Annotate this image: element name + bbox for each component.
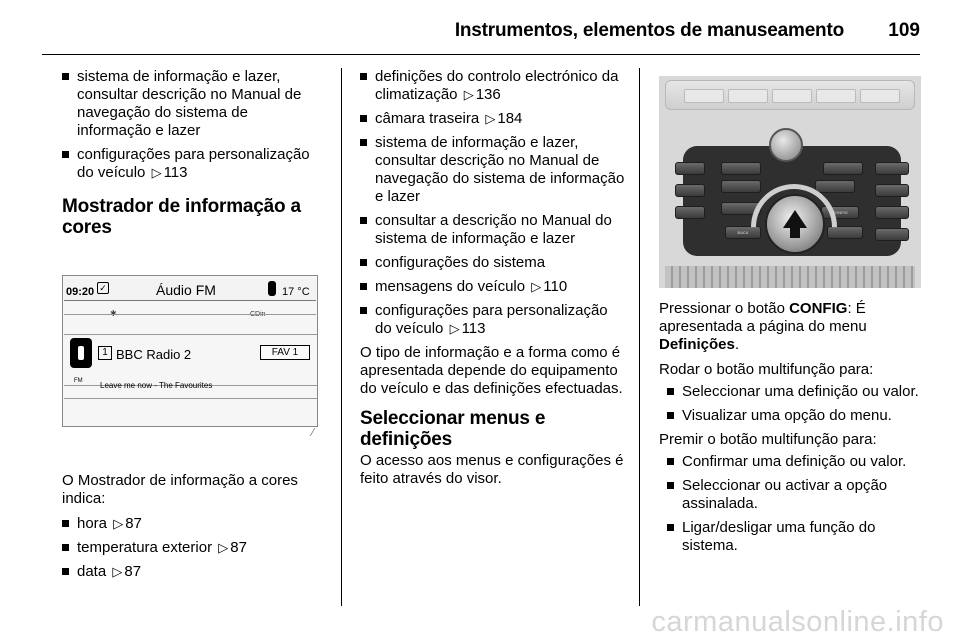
list-item: temperatura exterior ▷ 87 — [62, 539, 326, 557]
display-time: 09:20 — [66, 286, 95, 298]
page-title: Instrumentos, elementos de manuseamento — [454, 20, 844, 41]
page-ref-icon: ▷ — [218, 540, 229, 555]
paragraph: Pressionar o botão CONFIG: É apresentada a página do menu Definições. — [659, 300, 867, 353]
list-item: configurações para personalização do veículo ▷ 113 — [62, 146, 326, 182]
list-item: definições do controlo electrónico da climatização ▷ 136 — [360, 68, 626, 104]
track-info: Leave me now - The Favourites — [100, 381, 213, 390]
column-1 — [62, 68, 326, 587]
radio-antenna-icon — [70, 338, 92, 368]
page-ref-icon: ▷ — [485, 111, 496, 126]
bullet-icon — [360, 73, 367, 80]
fav-button: FAV 1 — [260, 345, 310, 360]
info-display-figure — [60, 250, 322, 452]
volume-knob — [769, 128, 803, 162]
page-ref-icon: ▷ — [151, 165, 162, 180]
bullet-icon — [667, 524, 674, 531]
back-button: BACK — [725, 226, 761, 239]
bullet-icon — [360, 139, 367, 146]
list-item: data ▷ 87 — [62, 563, 326, 581]
page-header — [0, 0, 960, 60]
paragraph: O Mostrador de informação a cores indica: — [62, 472, 298, 507]
list-item: configurações do sistema — [360, 254, 626, 272]
header-rule — [42, 54, 920, 55]
column-divider-2 — [639, 68, 640, 606]
list-item: Confirmar uma definição ou valor. — [667, 453, 921, 471]
list-item: sistema de informação e lazer, consultar descrição no Manual de navegação do sistema de informação e lazer — [62, 68, 326, 140]
column-2 — [360, 68, 626, 495]
page-ref[interactable]: 113 — [461, 320, 486, 337]
list-item: consultar a descrição no Manual do sistema de informação e lazer — [360, 212, 626, 248]
thermometer-icon — [268, 281, 276, 296]
bullet-icon — [360, 217, 367, 224]
list-item: mensagens do veículo ▷ 110 — [360, 278, 626, 296]
page-ref[interactable]: 113 — [163, 164, 188, 181]
page-ref[interactable]: 110 — [543, 278, 568, 295]
bullet-icon — [62, 568, 69, 575]
station-name: BBC Radio 2 — [116, 347, 192, 362]
check-icon: ✓ — [97, 282, 109, 294]
display-title: Áudio FM — [156, 282, 216, 298]
page-ref-icon: ▷ — [113, 516, 124, 531]
band-label: FM — [74, 378, 83, 384]
page-ref[interactable]: 87 — [230, 539, 247, 556]
bullet-icon — [667, 482, 674, 489]
preset-number: 1 — [98, 346, 112, 360]
page-ref[interactable]: 184 — [497, 110, 523, 127]
paragraph: O acesso aos menus e configurações é feito através do visor. — [360, 452, 624, 487]
cd-in-label — [250, 306, 266, 324]
bullet-icon — [62, 73, 69, 80]
console-photo — [659, 76, 921, 288]
list-item: Ligar/desligar uma função do sistema. — [667, 519, 921, 555]
config-button: CONFIG — [821, 206, 859, 219]
paragraph: Premir o botão multifunção para: — [659, 431, 877, 448]
page-number: 109 — [888, 20, 920, 41]
display-corner — [310, 428, 321, 436]
config-label: CONFIG — [789, 300, 848, 317]
page-ref-icon: ▷ — [112, 564, 123, 579]
page-ref-icon: ▷ — [463, 87, 474, 102]
bullet-icon — [360, 115, 367, 122]
watermark: carmanualsonline.info — [651, 606, 944, 638]
column-divider-1 — [341, 68, 342, 606]
list-item: configurações para personalização do veículo ▷ 113 — [360, 302, 626, 338]
bullet-icon — [667, 388, 674, 395]
bullet-icon — [62, 544, 69, 551]
paragraph: Rodar o botão multifunção para: — [659, 361, 874, 378]
settings-label: Definições — [659, 336, 735, 353]
bullet-icon — [62, 151, 69, 158]
list-item: câmara traseira ▷ 184 — [360, 110, 626, 128]
display-divider — [64, 314, 316, 315]
section-heading: Mostrador de informação a cores — [62, 196, 301, 238]
console-top-panel — [665, 80, 915, 110]
bullet-icon — [360, 283, 367, 290]
column-3 — [659, 76, 921, 561]
list-item: Visualizar uma opção do menu. — [667, 407, 921, 425]
paragraph: O tipo de informação e a forma como é apresentada depende do equipamento do veículo e das definições efectuadas. — [360, 344, 623, 397]
list-item: Seleccionar uma definição ou valor. — [667, 383, 921, 401]
bullet-icon — [360, 259, 367, 266]
bullet-icon — [62, 520, 69, 527]
page-ref[interactable]: 87 — [125, 515, 142, 532]
page-ref-icon: ▷ — [531, 279, 542, 294]
list-item: hora ▷ 87 — [62, 515, 326, 533]
page-ref[interactable]: 136 — [475, 86, 501, 103]
bullet-icon — [360, 307, 367, 314]
bullet-icon — [667, 458, 674, 465]
list-item: Seleccionar ou activar a opção assinalada. — [667, 477, 921, 513]
page-ref-icon: ▷ — [449, 321, 460, 336]
list-item: sistema de informação e lazer, consultar descrição no Manual de navegação do sistema de informação e lazer — [360, 134, 626, 206]
page-ref[interactable]: 87 — [124, 563, 142, 580]
section-heading: Seleccionar menus e definições — [360, 408, 546, 450]
display-divider — [64, 398, 318, 399]
bullet-icon — [667, 412, 674, 419]
display-temperature: 17 °C — [282, 286, 310, 298]
air-vent — [665, 266, 915, 288]
